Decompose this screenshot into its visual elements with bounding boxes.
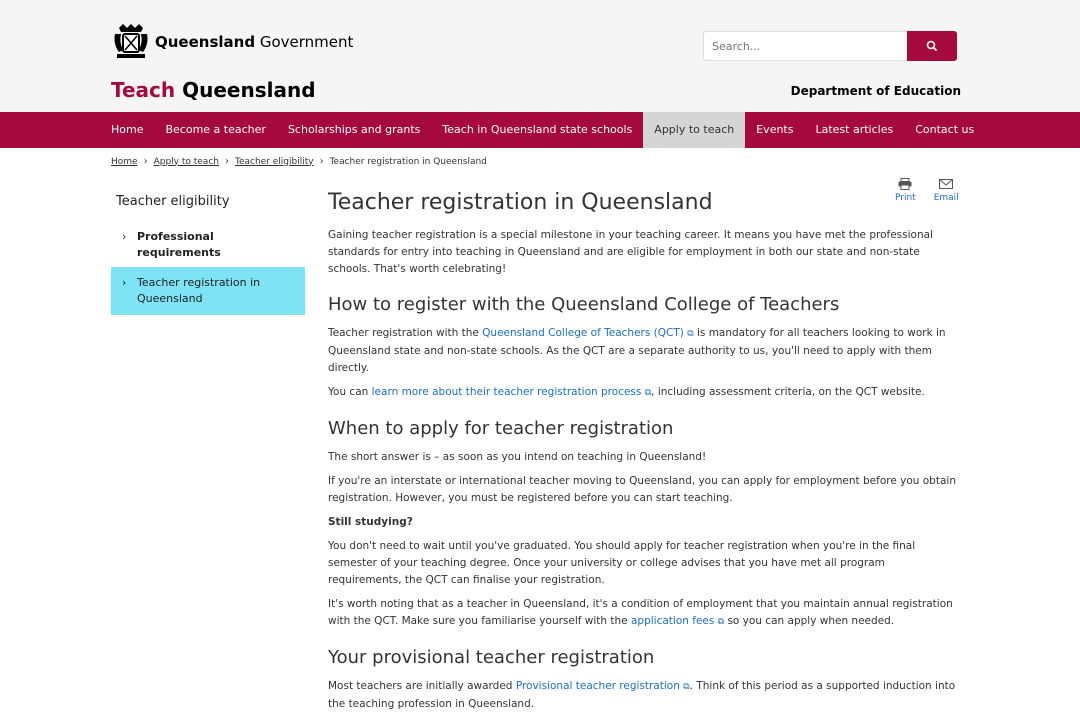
search-bar [703,31,957,61]
paragraph-annual-registration: It's worth noting that as a teacher in Queensland, it's a condition of employment that you maintain annual registration with the QCT. Make sure you familiarise yourself with the application fees ⧉ so you can apply when needed. [328,598,953,627]
chevron-right-icon: › [122,276,127,289]
paragraph-learn-more: You can learn more about their teacher registration process ⧉, including assessment criteria, on the QCT website. [328,386,925,398]
site-header [0,0,1080,112]
print-label: Print [895,193,916,203]
paragraph-final-semester: You don't need to wait until you've graduated. You should apply for teacher registration when you're in the final semester of your teaching degree. Once your university or college advises that you have met all program requirements, the QCT can finalise your registration. [328,540,916,586]
external-link-icon: ⧉ [717,617,725,627]
external-link-icon: ⧉ [687,329,694,339]
qct-link[interactable]: Queensland College of Teachers (QCT) [482,327,684,339]
application-fees-link[interactable]: application fees [630,615,715,627]
site-title-teach: Teach [111,78,176,102]
nav-apply-to-teach[interactable]: Apply to teach [643,112,745,148]
sidebar-item-label: Teacher registration in Queensland [137,276,261,305]
paragraph-qct: Teacher registration with the Queensland College of Teachers (QCT) ⧉ is mandatory for all teachers looking to work in Queensland state and non-state schools. As the QCT are a separate authority to us, you'll need to apply with them directly. [328,327,946,374]
search-icon [926,40,938,52]
nav-contact-us[interactable]: Contact us [915,123,975,136]
chevron-right-icon: › [143,156,148,167]
sidebar-item-label: Professional requirements [137,230,221,259]
chevron-right-icon: › [319,156,324,167]
breadcrumb-apply-to-teach[interactable]: Apply to teach [153,156,219,167]
paragraph-provisional: Most teachers are initially awarded Provisional teacher registration ⧉. Think of this period as a supported induction into the teaching profession in Queensland. [328,680,956,710]
main-nav [0,112,1080,148]
gov-brand: Queensland Government [155,33,354,51]
site-title-queensland: Queensland [175,78,316,102]
sidebar [111,190,305,315]
section-heading-when-to-apply: When to apply for teacher registration [328,418,674,439]
nav-teach-in-state-schools[interactable]: Teach in Queensland state schools [442,123,633,136]
chevron-right-icon: › [122,230,127,243]
department-name[interactable]: Department of Education [790,84,961,98]
main-content [328,186,960,720]
sidebar-item-professional-requirements[interactable] [111,223,305,267]
breadcrumb [111,156,487,167]
external-link-icon: ⧉ [683,682,690,692]
section-heading-register: How to register with the Queensland College of Teachers [328,294,840,315]
nav-home[interactable]: Home [111,123,144,136]
still-studying-heading: Still studying? [328,516,413,528]
registration-process-link[interactable]: learn more about their teacher registration process [371,386,642,398]
nav-scholarships[interactable]: Scholarships and grants [287,123,421,136]
site-title[interactable] [111,78,316,102]
breadcrumb-home[interactable]: Home [111,156,138,167]
paragraph-interstate: If you're an interstate or international teacher moving to Queensland, you can apply for employment before you obtain registration. However, you must be registered before you can start teaching. [328,475,956,504]
paragraph-short-answer: The short answer is – as soon as you intend on teaching in Queensland! [328,451,707,463]
section-heading-provisional: Your provisional teacher registration [328,647,655,668]
breadcrumb-current: Teacher registration in Queensland [329,156,487,167]
search-button[interactable] [907,31,957,61]
sidebar-item-teacher-registration[interactable] [111,267,305,315]
sidebar-title[interactable]: Teacher eligibility [116,194,230,209]
external-link-icon: ⧉ [644,388,652,398]
chevron-right-icon: › [224,156,229,167]
page-title: Teacher registration in Queensland [328,190,713,215]
nav-events[interactable]: Events [756,123,794,136]
search-input[interactable] [703,31,907,61]
nav-latest-articles[interactable]: Latest articles [815,123,894,136]
coat-of-arms-icon [111,22,151,62]
nav-become-a-teacher[interactable]: Become a teacher [165,123,266,136]
breadcrumb-teacher-eligibility[interactable]: Teacher eligibility [234,156,314,167]
queensland-government-logo[interactable] [111,22,353,62]
provisional-registration-link[interactable]: Provisional teacher registration [515,680,680,692]
intro-paragraph: Gaining teacher registration is a special milestone in your teaching career. It means you have met the professional standards for entry into teaching in Queensland and are eligible for employment in both our state and non-state schools. That's worth celebrating! [328,229,933,275]
email-label: Email [933,193,959,203]
